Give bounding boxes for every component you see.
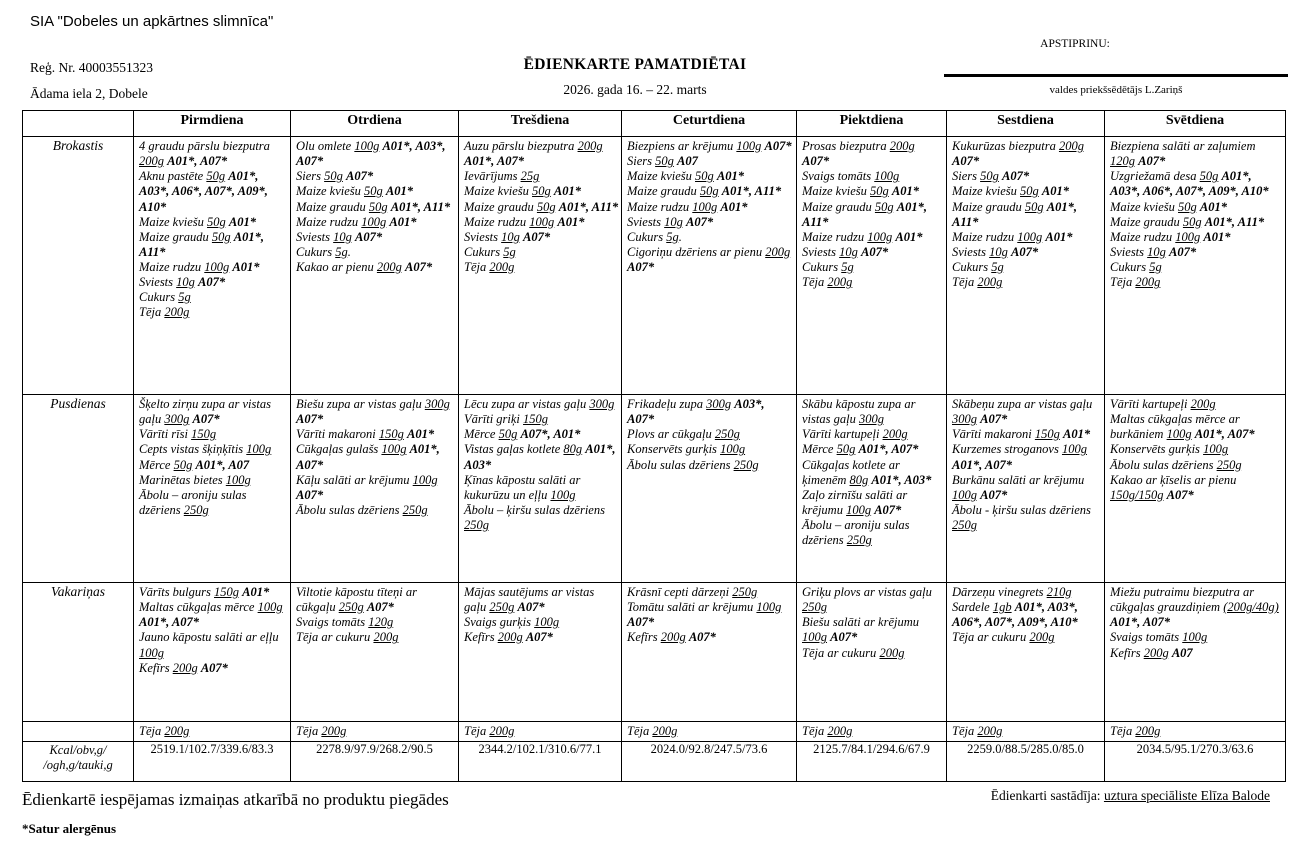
- menu-item: Viltotie kāpostu tīteņi ar cūkgaļu 250g A07*: [296, 585, 417, 615]
- menu-item: Vārīti kartupeļi 200g: [1110, 397, 1216, 411]
- menu-item: Cūkgaļas gulašs 100g A01*, A07*: [296, 442, 440, 472]
- menu-item: Burkānu salāti ar krējumu 100g A07*: [952, 472, 1085, 502]
- menu-item: Biezpiena salāti ar zaļumiem 120g A07*: [1110, 139, 1256, 169]
- menu-item: Maize rudzu 100g A01*: [139, 260, 260, 274]
- menu-item: Vārīti makaroni 150g A01*: [952, 427, 1091, 442]
- day-header-7: Svētdiena: [1105, 111, 1286, 137]
- menu-item: Dārzeņu vinegrets 210g: [952, 585, 1072, 599]
- menu-item: Tēja 200g: [802, 724, 853, 738]
- menu-item: Maize rudzu 100g A01*: [802, 229, 923, 244]
- menu-cell-breakfast: [459, 137, 622, 395]
- menu-item: Tēja 200g: [139, 305, 190, 320]
- kcal-value: 2519.1/102.7/339.6/83.3: [134, 742, 291, 782]
- menu-item: Vārīti griķi 150g: [464, 412, 549, 427]
- menu-cell-lunch: [134, 395, 291, 583]
- menu-item: Cukurs 5g.: [296, 244, 351, 259]
- menu-cell-breakfast: [947, 137, 1105, 395]
- approver-name: valdes priekšsēdētājs L.Zariņš: [1049, 84, 1183, 96]
- corner-cell: [23, 111, 134, 137]
- menu-item: Ābolu sulas dzēriens 250g: [296, 502, 428, 517]
- menu-item: Tēja ar cukuru 200g: [802, 645, 905, 660]
- menu-item: Sviests 10g A07*: [296, 229, 383, 244]
- menu-item: Maize graudu 50g A01*, A11*: [802, 199, 928, 229]
- company-name: SIA "Dobeles un apkārtnes slimnīca": [30, 13, 274, 30]
- tea-cell: [622, 722, 797, 742]
- tea-cell: [459, 722, 622, 742]
- menu-item: Konservēts gurķis 100g: [1110, 442, 1229, 457]
- menu-item: Vārīti rīsi 150g: [139, 427, 217, 442]
- menu-item: Maize kviešu 50g A01*: [139, 214, 256, 229]
- menu-item: Tēja 200g: [627, 724, 678, 738]
- menu-item: Cukurs 5g: [802, 260, 854, 274]
- menu-table: [22, 110, 1286, 782]
- menu-item: Sviests 10g A07*: [952, 244, 1039, 259]
- menu-cell-dinner: [622, 583, 797, 722]
- menu-item: Siers 50g A07*: [296, 169, 374, 184]
- kcal-value: 2034.5/95.1/270.3/63.6: [1105, 742, 1286, 782]
- menu-cell-lunch: [459, 395, 622, 583]
- menu-item: Tēja 200g: [1110, 724, 1161, 738]
- menu-item: Cepts vistas šķiņķītis 100g: [139, 442, 272, 457]
- menu-item: Prosas biezputra 200g A07*: [802, 139, 915, 169]
- approve-label: APSTIPRINU:: [1040, 38, 1110, 50]
- menu-item: Frikadeļu zupa 300g A03*, A07*: [627, 397, 765, 427]
- menu-cell-lunch: [622, 395, 797, 583]
- menu-item: Kāļu salāti ar krējumu 100g A07*: [296, 472, 438, 502]
- menu-item: Maize rudzu 100g A01*: [464, 214, 585, 229]
- menu-item: Maize graudu 50g A01*, A11*: [1110, 214, 1265, 229]
- composed-by-label: Ēdienkarti sastādīja:: [990, 788, 1104, 803]
- menu-cell-lunch: [291, 395, 459, 583]
- menu-item: Auzu pārslu biezputra 200g A01*, A07*: [464, 139, 603, 169]
- composed-by: [991, 788, 1270, 804]
- menu-item: Sviests 10g A07*: [1110, 244, 1197, 259]
- menu-item: Aknu pastēte 50g A01*, A03*, A06*, A07*, A09*, A10*: [139, 169, 268, 214]
- menu-item: Tēja 200g: [952, 275, 1003, 290]
- menu-item: Ievārījums 25g: [464, 169, 540, 184]
- menu-item: 4 graudu pārslu biezputra 200g A01*, A07*: [139, 139, 270, 169]
- menu-item: Kefīrs 200g A07*: [627, 630, 716, 645]
- menu-item: Tēja 200g: [1110, 275, 1161, 290]
- row-label-dinner: Vakariņas: [23, 583, 134, 722]
- menu-item: Ābolu – ķiršu sulas dzēriens 250g: [464, 502, 605, 532]
- menu-item: Mērce 50g A07*, A01*: [464, 427, 581, 442]
- row-label-empty: [23, 722, 134, 742]
- menu-item: Mājas sautējums ar vistas gaļu 250g A07*: [464, 585, 595, 615]
- tea-cell: [947, 722, 1105, 742]
- company-address: Ādama iela 2, Dobele: [30, 86, 148, 101]
- day-header-4: Ceturtdiena: [622, 111, 797, 137]
- menu-item: Griķu plovs ar vistas gaļu 250g: [802, 585, 932, 615]
- menu-cell-dinner: [1105, 583, 1286, 722]
- day-header-6: Sestdiena: [947, 111, 1105, 137]
- menu-cell-breakfast: [1105, 137, 1286, 395]
- menu-item: Cukurs 5g.: [627, 229, 682, 244]
- menu-item: Maize rudzu 100g A01*: [1110, 229, 1231, 244]
- menu-item: Kefīrs 200g A07: [1110, 645, 1193, 660]
- menu-item: Svaigs tomāts 120g: [296, 615, 394, 630]
- menu-item: Zaļo zirnīšu salāti ar krējumu 100g A07*: [802, 487, 908, 517]
- menu-item: Maize kviešu 50g A01*: [1110, 199, 1227, 214]
- menu-item: Cukurs 5g: [139, 290, 191, 305]
- kcal-value: 2024.0/92.8/247.5/73.6: [622, 742, 797, 782]
- menu-item: Maize rudzu 100g A01*: [952, 229, 1073, 244]
- menu-item: Tēja 200g: [296, 724, 347, 738]
- menu-cell-breakfast: [622, 137, 797, 395]
- menu-item: Siers 50g A07*: [952, 169, 1030, 184]
- menu-item: Ābolu – aroniju sulas dzēriens 250g: [139, 487, 247, 517]
- menu-item: Olu omlete 100g A01*, A03*, A07*: [296, 139, 446, 169]
- menu-item: Biešu zupa ar vistas gaļu 300g A07*: [296, 397, 450, 427]
- menu-item: Kurzemes stroganovs 100g A01*, A07*: [952, 442, 1087, 472]
- menu-item: Tomātu salāti ar krējumu 100g A07*: [627, 600, 782, 630]
- menu-item: Cukurs 5g: [464, 244, 516, 259]
- day-header-3: Trešdiena: [459, 111, 622, 137]
- menu-item: Miežu putraimu biezputra ar cūkgaļas grauzdiņiem (200g/40g) A01*, A07*: [1110, 585, 1279, 630]
- menu-item: Sviests 10g A07*: [464, 229, 551, 244]
- menu-item: Maize kviešu 50g A01*: [627, 169, 744, 184]
- menu-item: Vārīti makaroni 150g A01*: [296, 427, 435, 442]
- menu-item: Maize kviešu 50g A01*: [296, 184, 413, 199]
- menu-item: Sviests 10g A07*: [802, 244, 889, 259]
- menu-item: Maize kviešu 50g A01*: [952, 184, 1069, 199]
- menu-item: Tēja 200g: [139, 724, 190, 738]
- day-header-5: Piektdiena: [797, 111, 947, 137]
- allergen-note: *Satur alergēnus: [22, 821, 117, 836]
- menu-item: Vistas gaļas kotlete 80g A01*, A03*: [464, 442, 616, 472]
- menu-item: Cūkgaļas kotlete ar ķimenēm 80g A01*, A03*: [802, 457, 932, 487]
- kcal-value: 2278.9/97.9/268.2/90.5: [291, 742, 459, 782]
- menu-item: Mērce 50g A01*, A07: [139, 457, 250, 472]
- row-label-breakfast: Brokastis: [23, 137, 134, 395]
- menu-item: Kefīrs 200g A07*: [464, 630, 553, 645]
- menu-item: Ķīnas kāpostu salāti ar kukurūzu un eļļu 100g: [464, 472, 581, 502]
- menu-cell-dinner: [134, 583, 291, 722]
- registration-number: Reģ. Nr. 40003551323: [30, 60, 153, 75]
- menu-item: Sviests 10g A07*: [627, 214, 714, 229]
- signature-line: [944, 74, 1288, 77]
- menu-item: Maize kviešu 50g A01*: [464, 184, 581, 199]
- menu-item: Sviests 10g A07*: [139, 275, 226, 290]
- menu-item: Maize kviešu 50g A01*: [802, 184, 919, 199]
- menu-item: Marinētas bietes 100g: [139, 472, 251, 487]
- menu-item: Lēcu zupa ar vistas gaļu 300g: [464, 397, 615, 411]
- menu-cell-breakfast: [797, 137, 947, 395]
- menu-item: Biezpiens ar krējumu 100g A07*: [627, 139, 792, 153]
- menu-cell-lunch: [947, 395, 1105, 583]
- menu-item: Tēja 200g: [802, 275, 853, 290]
- menu-item: Šķelto zirņu zupa ar vistas gaļu 300g A07*: [139, 397, 271, 427]
- menu-item: Maize graudu 50g A01*, A11*: [952, 199, 1078, 229]
- menu-item: Jauno kāpostu salāti ar eļļu 100g: [139, 630, 279, 660]
- change-note: Ēdienkartē iespējamas izmaiņas atkarībā no produktu piegādes: [22, 790, 449, 809]
- tea-cell: [797, 722, 947, 742]
- menu-item: Ābolu sulas dzēriens 250g: [627, 457, 759, 472]
- menu-cell-dinner: [797, 583, 947, 722]
- menu-item: Skābeņu zupa ar vistas gaļu 300g A07*: [952, 397, 1093, 427]
- menu-item: Maltas cūkgaļas mērce ar burkāniem 100g A01*, A07*: [1110, 412, 1255, 442]
- menu-item: Maize graudu 50g A01*, A11*: [139, 229, 265, 259]
- menu-item: Maize graudu 50g A01*, A11*: [464, 199, 619, 214]
- menu-item: Tēja 200g: [952, 724, 1003, 738]
- menu-item: Tēja ar cukuru 200g: [296, 630, 399, 645]
- menu-item: Kakao ar ķīselis ar pienu 150g/150g A07*: [1110, 472, 1237, 502]
- composed-by-name: uztura speciāliste Elīza Balode: [1103, 788, 1270, 803]
- menu-item: Vārīti kartupeļi 200g: [802, 427, 908, 442]
- menu-item: Mērce 50g A01*, A07*: [802, 442, 919, 457]
- day-header-2: Otrdiena: [291, 111, 459, 137]
- menu-cell-lunch: [797, 395, 947, 583]
- menu-item: Tēja 200g: [464, 724, 515, 738]
- menu-item: Siers 50g A07: [627, 154, 698, 169]
- menu-item: Tēja ar cukuru 200g: [952, 630, 1055, 645]
- menu-item: Svaigs gurķis 100g: [464, 615, 560, 630]
- tea-cell: [1105, 722, 1286, 742]
- menu-item: Krāsnī cepti dārzeņi 250g: [627, 585, 758, 599]
- menu-item: Kukurūzas biezputra 200g A07*: [952, 139, 1084, 169]
- menu-cell-dinner: [291, 583, 459, 722]
- menu-item: Konservēts gurķis 100g: [627, 442, 746, 457]
- menu-item: Ābolu – aroniju sulas dzēriens 250g: [802, 518, 910, 548]
- menu-cell-lunch: [1105, 395, 1286, 583]
- menu-item: Svaigs tomāts 100g: [1110, 630, 1208, 645]
- menu-cell-dinner: [459, 583, 622, 722]
- row-label-lunch: Pusdienas: [23, 395, 134, 583]
- menu-item: Plovs ar cūkgaļu 250g: [627, 427, 740, 442]
- menu-item: Skābu kāpostu zupa ar vistas gaļu 300g: [802, 397, 916, 427]
- menu-item: Maize rudzu 100g A01*: [627, 199, 748, 214]
- menu-item: Maltas cūkgaļas mērce 100g A01*, A07*: [139, 600, 283, 630]
- date-range: 2026. gada 16. – 22. marts: [563, 82, 707, 97]
- kcal-value: 2344.2/102.1/310.6/77.1: [459, 742, 622, 782]
- menu-item: Cukurs 5g: [1110, 260, 1162, 274]
- menu-item: Maize graudu 50g A01*, A11*: [627, 184, 782, 199]
- menu-item: Ābolu sulas dzēriens 250g: [1110, 457, 1242, 472]
- kcal-row-label: Kcal/obv,g/ /ogh,g/tauki,g: [23, 742, 134, 782]
- menu-item: Kefīrs 200g A07*: [139, 660, 228, 675]
- menu-item: Biešu salāti ar krējumu 100g A07*: [802, 615, 920, 645]
- kcal-value: 2259.0/88.5/285.0/85.0: [947, 742, 1105, 782]
- menu-item: Maize graudu 50g A01*, A11*: [296, 199, 451, 214]
- tea-cell: [134, 722, 291, 742]
- menu-item: Uzgriežamā desa 50g A01*, A03*, A06*, A07*, A09*, A10*: [1110, 169, 1269, 199]
- menu-item: Cukurs 5g: [952, 260, 1004, 274]
- menu-cell-breakfast: [291, 137, 459, 395]
- menu-cell-dinner: [947, 583, 1105, 722]
- menu-item: Ābolu - ķiršu sulas dzēriens 250g: [952, 502, 1091, 532]
- menu-item: Cigoriņu dzēriens ar pienu 200g A07*: [627, 244, 791, 274]
- page-title: ĒDIENKARTE PAMATDIĒTAI: [523, 56, 747, 73]
- kcal-value: 2125.7/84.1/294.6/67.9: [797, 742, 947, 782]
- menu-item: Kakao ar pienu 200g A07*: [296, 260, 433, 274]
- menu-item: Svaigs tomāts 100g: [802, 169, 900, 184]
- menu-item: Maize rudzu 100g A01*: [296, 214, 417, 229]
- menu-item: Vārīts bulgurs 150g A01*: [139, 585, 270, 599]
- menu-item: Tēja 200g: [464, 260, 515, 274]
- tea-cell: [291, 722, 459, 742]
- menu-cell-breakfast: [134, 137, 291, 395]
- menu-item: Sardele 1gb A01*, A03*, A06*, A07*, A09*, A10*: [952, 600, 1078, 630]
- day-header-1: Pirmdiena: [134, 111, 291, 137]
